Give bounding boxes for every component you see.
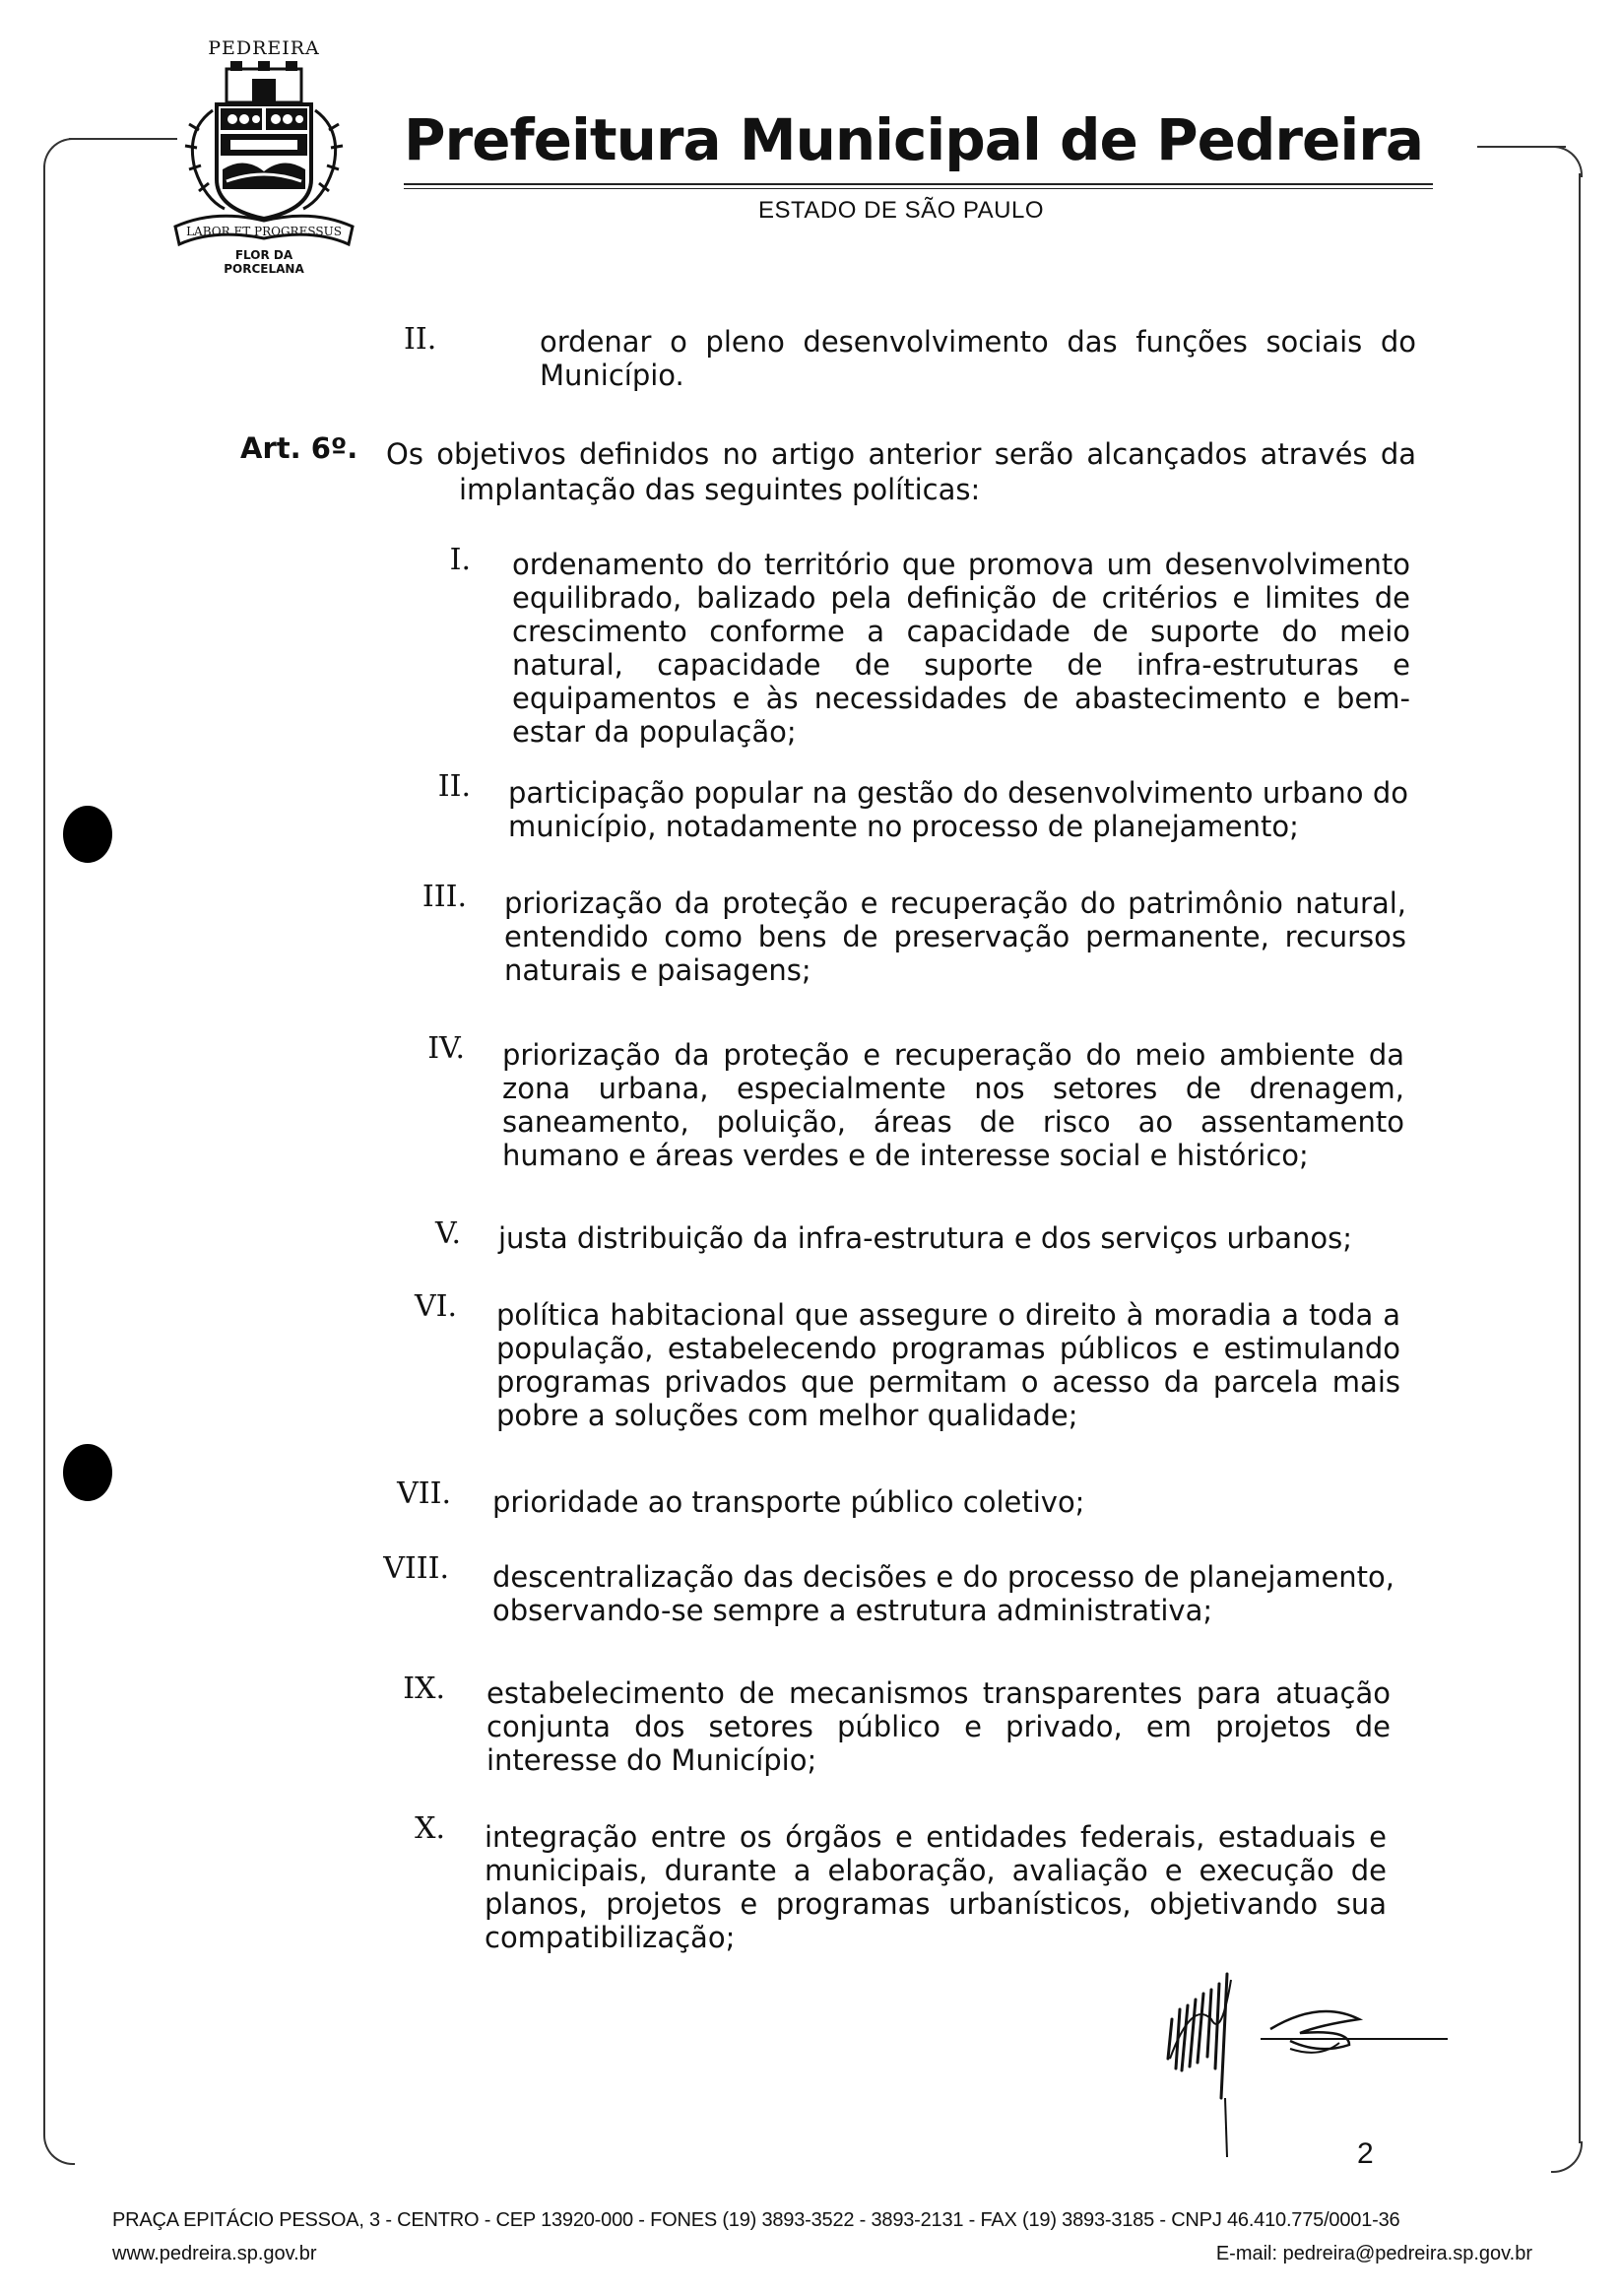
item-numeral: II. [404,322,437,357]
footer-website[interactable]: www.pedreira.sp.gov.br [112,2243,317,2264]
article-line2: implantação das seguintes políticas: [459,473,981,506]
item-text: descentralização das decisões e do processo de planejamento, observando-se sempre a estrutura administrativa; [492,1560,1394,1627]
item-text: participação popular na gestão do desenvolvimento urbano do município, notadamente no processo de planejamento; [508,776,1408,843]
page-number: 2 [1357,2137,1374,2170]
article-line1: Os objetivos definidos no artigo anterior serão alcançados através da [386,437,1416,471]
item-numeral: V. [435,1216,461,1251]
frame-left-corner-bottom [43,2133,75,2165]
title-rule [404,183,1433,185]
signature-initials-icon [1152,1960,1467,2157]
crest-flor-text [156,248,372,276]
item-numeral: III. [421,880,467,914]
prev-item-line1: ordenar o pleno desenvolvimento das funções sociais do [540,325,1416,359]
item-numeral: I. [449,543,471,577]
item-numeral: VIII. [383,1551,449,1586]
punch-hole-bottom [63,1444,112,1501]
item-text: política habitacional que assegure o direito à moradia a toda a população, estabelecendo programas públicos e estimulando programas privados que permitam o acesso da parcela mais pobre a soluções com melhor qualidade; [496,1298,1400,1432]
crest-top-text: PEDREIRA [208,37,320,59]
frame-left-corner-top [43,138,75,169]
item-text: integração entre os órgãos e entidades federais, estaduais e municipais, durante a elaboração, avaliação e execução de planos, projetos e programas urbanísticos, objetivando sua compatibilização; [485,1820,1387,1954]
prev-item-line2: Município. [540,359,684,392]
frame-right-corner-bottom [1551,2141,1583,2173]
item-text: estabelecimento de mecanismos transparentes para atuação conjunta dos setores público e privado, em projetos de interesse do Município; [486,1676,1391,1777]
page-title: Prefeitura Municipal de Pedreira [404,106,1423,173]
crest-flor-line1: FLOR DA [234,248,293,262]
item-text: justa distribuição da infra-estrutura e dos serviços urbanos; [498,1221,1352,1255]
item-text: priorização da proteção e recuperação do meio ambiente da zona urbana, especialmente nos setores de drenagem, saneamento, poluição, áreas de risco ao assentamento humano e áreas verdes e de interesse social e histórico; [502,1038,1404,1172]
item-numeral: VII. [397,1476,451,1511]
item-text: ordenamento do território que promova um desenvolvimento equilibrado, balizado pela definição de critérios e limites de crescimento conforme a capacidade de suporte do meio natural, capacidade de suporte de infra-estruturas e equipamentos e às necessidades de abastecimento e bem-estar da população; [512,548,1410,749]
item-numeral: VI. [414,1289,457,1324]
punch-hole-top [63,806,112,863]
item-text: prioridade ao transporte público coletivo; [492,1485,1085,1519]
item-text: priorização da proteção e recuperação do patrimônio natural, entendido como bens de preservação permanente, recursos naturais e paisagens; [504,886,1406,987]
footer-email[interactable]: E-mail: pedreira@pedreira.sp.gov.br [1215,2243,1532,2264]
page-subtitle: ESTADO DE SÃO PAULO [758,197,1045,224]
frame-right-line [1579,173,1581,2143]
frame-left-line [43,165,45,2135]
crest-flor-line2: PORCELANA [224,262,304,276]
article-label: Art. 6º. [240,431,358,465]
item-numeral: IV. [427,1031,465,1066]
municipal-crest [156,37,372,284]
item-numeral: II. [437,769,471,804]
footer-address: PRAÇA EPITÁCIO PESSOA, 3 - CENTRO - CEP 13920-000 - FONES (19) 3893-3522 - 3893-2131 - FAX (19) 3893-3185 - CNPJ 46.410.775/0001-36 [112,2209,1400,2231]
crest-shield-icon [156,61,372,258]
crest-motto: LABOR ET PROGRESSUS [186,225,342,238]
item-numeral: X. [415,1811,445,1846]
item-numeral: IX. [403,1672,445,1706]
title-rule-thin [404,188,1433,189]
